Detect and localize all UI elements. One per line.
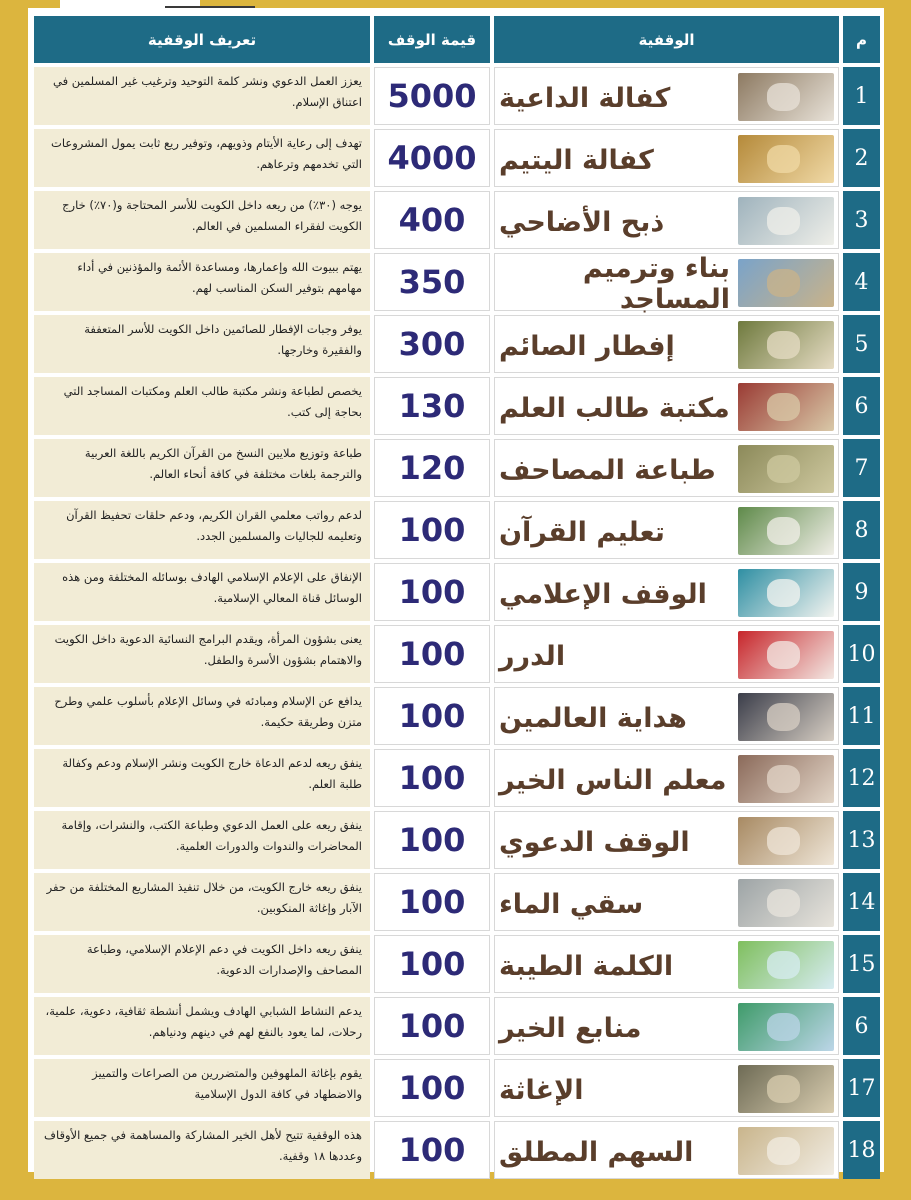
row-value: 100 <box>374 935 490 993</box>
books-photo <box>738 383 834 431</box>
row-name: سقي الماء <box>499 888 644 920</box>
row-name: تعليم القرآن <box>499 516 665 548</box>
row-value: 100 <box>374 687 490 745</box>
row-value: 100 <box>374 1121 490 1179</box>
thumb-subject <box>767 1137 801 1166</box>
row-number: 12 <box>843 749 880 807</box>
row-number: 8 <box>843 501 880 559</box>
row-definition: يخصص لطباعة ونشر مكتبة طالب العلم ومكتبات المساجد التي بحاجة إلى كتب. <box>34 377 370 435</box>
row-name: مكتبة طالب العلم <box>499 392 730 424</box>
table-row <box>34 1121 880 1179</box>
thumb-subject <box>767 1075 801 1104</box>
row-name-cell <box>494 501 839 559</box>
row-definition: ينفق ريعه داخل الكويت في دعم الإعلام الإسلامي، وطباعة المصاحف والإصدارات الدعوية. <box>34 935 370 993</box>
row-name: كفالة الداعية <box>499 82 671 114</box>
row-name: ذبح الأضاحي <box>499 206 665 238</box>
top-page-fragment <box>60 0 200 8</box>
teaching-photo <box>738 507 834 555</box>
row-definition: تهدف إلى رعاية الأيتام وذويهم، وتوفير ريع ثابت يمول المشروعات التي تخدمهم وترعاهم. <box>34 129 370 187</box>
quran-photo <box>738 445 834 493</box>
row-name: إفطار الصائم <box>499 330 675 362</box>
thumb-subject <box>767 393 801 422</box>
row-name-cell <box>494 1059 839 1117</box>
row-value: 100 <box>374 997 490 1055</box>
row-name-cell <box>494 377 839 435</box>
row-number: 15 <box>843 935 880 993</box>
row-number: 9 <box>843 563 880 621</box>
row-value: 400 <box>374 191 490 249</box>
row-number: 5 <box>843 315 880 373</box>
row-value: 120 <box>374 439 490 497</box>
table-row <box>34 377 880 435</box>
row-number: 6 <box>843 997 880 1055</box>
row-definition: ينفق ريعه لدعم الدعاة خارج الكويت ونشر الإسلام ودعم وكفالة طلبة العلم. <box>34 749 370 807</box>
table-row <box>34 1059 880 1117</box>
row-name-cell <box>494 625 839 683</box>
row-name-cell <box>494 997 839 1055</box>
row-definition: ينفق ريعه على العمل الدعوي وطباعة الكتب، والنشرات، وإقامة المحاضرات والندوات والدورات العلمية. <box>34 811 370 869</box>
table-row <box>34 873 880 931</box>
thumb-subject <box>767 269 801 298</box>
preacher-photo <box>738 73 834 121</box>
row-value: 300 <box>374 315 490 373</box>
row-definition: يقوم بإغاثة الملهوفين والمتضررين من الصراعات والتمييز والاضطهاد في كافة الدول الإسلامية <box>34 1059 370 1117</box>
row-number: 1 <box>843 67 880 125</box>
row-name-cell <box>494 811 839 869</box>
table-row <box>34 563 880 621</box>
thumb-subject <box>767 703 801 732</box>
row-number: 4 <box>843 253 880 311</box>
table-row <box>34 749 880 807</box>
row-name-cell <box>494 315 839 373</box>
table-row <box>34 315 880 373</box>
row-name-cell <box>494 67 839 125</box>
thumb-subject <box>767 455 801 484</box>
row-value: 100 <box>374 1059 490 1117</box>
row-definition: يوجه (٣٠٪) من ريعه داخل الكويت للأسر المحتاجة و(٧٠٪) خارج الكويت لفقراء المسلمين في العالم. <box>34 191 370 249</box>
roses-photo <box>738 631 834 679</box>
row-name: الإغاثة <box>499 1074 584 1106</box>
row-name: السهم المطلق <box>499 1136 694 1168</box>
row-definition: يعنى بشؤون المرأة، ويقدم البرامج النسائية الدعوية داخل الكويت والاهتمام بشؤون الأسرة والطفل. <box>34 625 370 683</box>
sacrifice-photo <box>738 197 834 245</box>
thumb-subject <box>767 641 801 670</box>
header-number: م <box>843 16 880 63</box>
table-row <box>34 625 880 683</box>
row-definition: يعزز العمل الدعوي ونشر كلمة التوحيد وترغيب غير المسلمين في اعتناق الإسلام. <box>34 67 370 125</box>
gathering-photo <box>738 1127 834 1175</box>
row-definition: هذه الوقفية تتيح لأهل الخير المشاركة والمساهمة في جميع الأوقاف وعددها ١٨ وقفية. <box>34 1121 370 1179</box>
row-number: 10 <box>843 625 880 683</box>
row-value: 130 <box>374 377 490 435</box>
row-value: 350 <box>374 253 490 311</box>
row-name: الدرر <box>499 640 566 672</box>
thumb-subject <box>767 889 801 918</box>
row-name-cell <box>494 749 839 807</box>
thumb-subject <box>767 207 801 236</box>
thumb-subject <box>767 1013 801 1042</box>
table-row <box>34 997 880 1055</box>
row-name-cell <box>494 129 839 187</box>
row-definition: يهتم ببيوت الله وإعمارها، ومساعدة الأئمة والمؤذنين في أداء مهامهم بتوفير السكن المناسب لهم. <box>34 253 370 311</box>
table-row <box>34 129 880 187</box>
row-definition: يدعم النشاط الشبابي الهادف ويشمل أنشطة ثقافية، دعوية، علمية، رحلات، لما يعود بالنفع لهم في دينهم ودنياهم. <box>34 997 370 1055</box>
row-number: 3 <box>843 191 880 249</box>
row-number: 6 <box>843 377 880 435</box>
table-row <box>34 253 880 315</box>
header-value: قيمة الوقف <box>374 16 490 63</box>
row-value: 100 <box>374 625 490 683</box>
row-value: 5000 <box>374 67 490 125</box>
meadow-photo <box>738 941 834 989</box>
row-definition: الإنفاق على الإعلام الإسلامي الهادف بوسائله المختلفة ومن هذه الوسائل قناة المعالي الإسلامية. <box>34 563 370 621</box>
row-definition: ينفق ريعه خارج الكويت، من خلال تنفيذ المشاريع المختلفة من حفر الآبار وإغاثة المنكوبين. <box>34 873 370 931</box>
thumb-subject <box>767 83 801 112</box>
preaching-photo <box>738 817 834 865</box>
row-name-cell <box>494 253 839 315</box>
mosque-dome-photo <box>738 1003 834 1051</box>
table-row <box>34 67 880 125</box>
thumb-subject <box>767 765 801 794</box>
thumb-subject <box>767 145 801 174</box>
thumb-subject <box>767 951 801 980</box>
orphan-photo <box>738 135 834 183</box>
row-name: طباعة المصاحف <box>499 454 716 486</box>
table-row <box>34 191 880 249</box>
row-value: 100 <box>374 873 490 931</box>
row-name: بناء وترميم المساجد <box>582 253 730 315</box>
row-definition: يوفر وجبات الإفطار للصائمين داخل الكويت للأسر المتعففة والفقيرة وخارجها. <box>34 315 370 373</box>
thumb-subject <box>767 331 801 360</box>
table-row <box>34 811 880 869</box>
row-name: معلم الناس الخير <box>499 764 727 796</box>
row-number: 7 <box>843 439 880 497</box>
table-row <box>34 501 880 559</box>
row-name-cell <box>494 687 839 745</box>
water-photo <box>738 879 834 927</box>
thumb-subject <box>767 579 801 608</box>
row-value: 4000 <box>374 129 490 187</box>
table-row <box>34 439 880 497</box>
row-value: 100 <box>374 811 490 869</box>
row-name-cell <box>494 1121 839 1179</box>
endowment-sheet <box>28 8 884 1172</box>
row-number: 2 <box>843 129 880 187</box>
row-value: 100 <box>374 563 490 621</box>
table-row <box>34 687 880 745</box>
row-number: 13 <box>843 811 880 869</box>
table-row <box>34 935 880 993</box>
row-name: الكلمة الطيبة <box>499 950 674 982</box>
row-name-cell <box>494 191 839 249</box>
row-definition: لدعم رواتب معلمي القران الكريم، ودعم حلقات تحفيظ القرآن وتعليمه للجاليات والمسلمين الجدد. <box>34 501 370 559</box>
thumb-subject <box>767 827 801 856</box>
row-definition: طباعة وتوزيع ملايين النسخ من القرآن الكريم باللغة العربية والترجمة بلغات مختلفة في كافة أنحاء العالم. <box>34 439 370 497</box>
row-name-cell <box>494 439 839 497</box>
row-name: هداية العالمين <box>499 702 687 734</box>
row-value: 100 <box>374 501 490 559</box>
scholars-photo <box>738 755 834 803</box>
thumb-subject <box>767 517 801 546</box>
row-name-cell <box>494 563 839 621</box>
row-value: 100 <box>374 749 490 807</box>
row-name: الوقف الدعوي <box>499 826 690 858</box>
row-name: كفالة اليتيم <box>499 144 654 176</box>
row-number: 17 <box>843 1059 880 1117</box>
iftar-photo <box>738 321 834 369</box>
row-name-cell <box>494 873 839 931</box>
row-name-cell <box>494 935 839 993</box>
row-name: منابع الخير <box>499 1012 642 1044</box>
relief-photo <box>738 1065 834 1113</box>
row-definition: يدافع عن الإسلام ومبادئه في وسائل الإعلام بأسلوب علمي وطرح متزن وطريقة حكيمة. <box>34 687 370 745</box>
mosque-photo <box>738 259 834 307</box>
studio-photo <box>738 693 834 741</box>
media-photo <box>738 569 834 617</box>
row-number: 11 <box>843 687 880 745</box>
row-name: الوقف الإعلامي <box>499 578 707 610</box>
row-number: 18 <box>843 1121 880 1179</box>
row-number: 14 <box>843 873 880 931</box>
header-name: الوقفية <box>494 16 839 63</box>
header-definition: تعريف الوقفية <box>34 16 370 63</box>
